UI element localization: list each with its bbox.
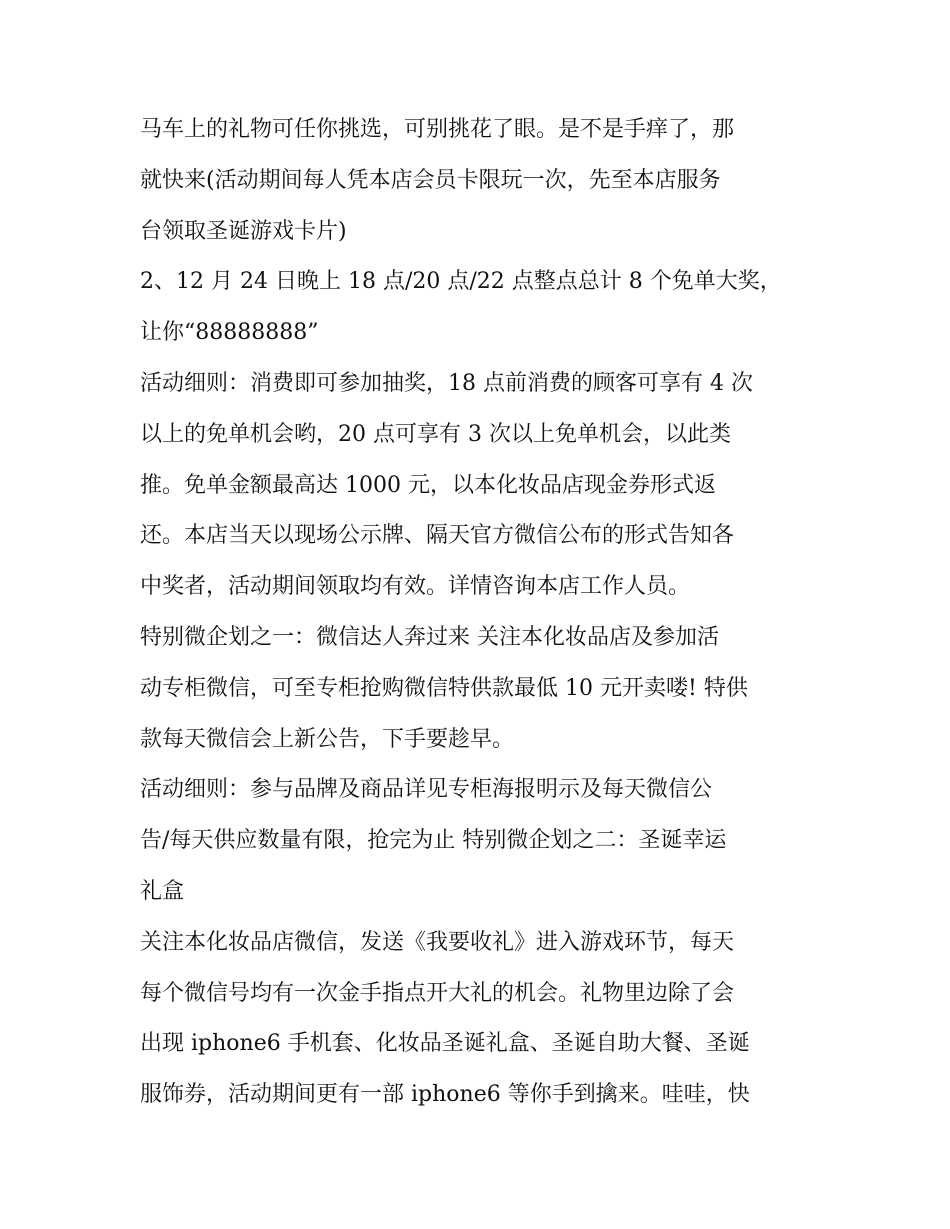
text-line: 还。本店当天以现场公示牌、隔天官方微信公布的形式告知各 [140,523,735,549]
text-line: 关注本化妆品店微信，发送《我要收礼》进入游戏环节，每天 [140,929,735,955]
text-line: 推。免单金额最高达 1000 元，以本化妆品店现金券形式返 [140,472,716,498]
text-line: 款每天微信会上新公告，下手要趁早。 [140,726,515,752]
text-line: 动专柜微信，可至专柜抢购微信特供款最低 10 元开卖喽! 特供 [140,675,748,701]
text-line: 活动细则：参与品牌及商品详见专柜海报明示及每天微信公 [140,777,713,803]
text-line: 服饰券，活动期间更有一部 iphone6 等你手到擒来。哇哇，快 [140,1082,750,1108]
text-line: 就快来(活动期间每人凭本店会员卡限玩一次，先至本店服务 [140,167,721,193]
text-line: 马车上的礼物可任你挑选，可别挑花了眼。是不是手痒了，那 [140,117,735,142]
text-line: 活动细则：消费即可参加抽奖，18 点前消费的顾客可享有 4 次 [140,370,753,396]
text-line: 每个微信号均有一次金手指点开大礼的机会。礼物里边除了会 [140,980,735,1006]
text-line: 特别微企划之一：微信达人奔过来 关注本化妆品店及参加活 [140,624,719,650]
text-line: 以上的免单机会哟，20 点可享有 3 次以上免单机会，以此类 [140,421,731,447]
text-line: 让你“88888888” [140,320,319,346]
document-body [140,105,820,1121]
text-line: 告/每天供应数量有限，抢完为止 特别微企划之二：圣诞幸运 [140,828,727,854]
text-line: 台领取圣诞游戏卡片) [140,218,347,244]
text-line: 礼盒 [140,878,185,904]
text-line: 2、12 月 24 日晚上 18 点/20 点/22 点整点总计 8 个免单大奖， [140,269,782,295]
text-line: 中奖者，活动期间领取均有效。详情咨询本店工作人员。 [140,574,691,600]
text-line: 出现 iphone6 手机套、化妆品圣诞礼盒、圣诞自助大餐、圣诞 [140,1031,750,1057]
